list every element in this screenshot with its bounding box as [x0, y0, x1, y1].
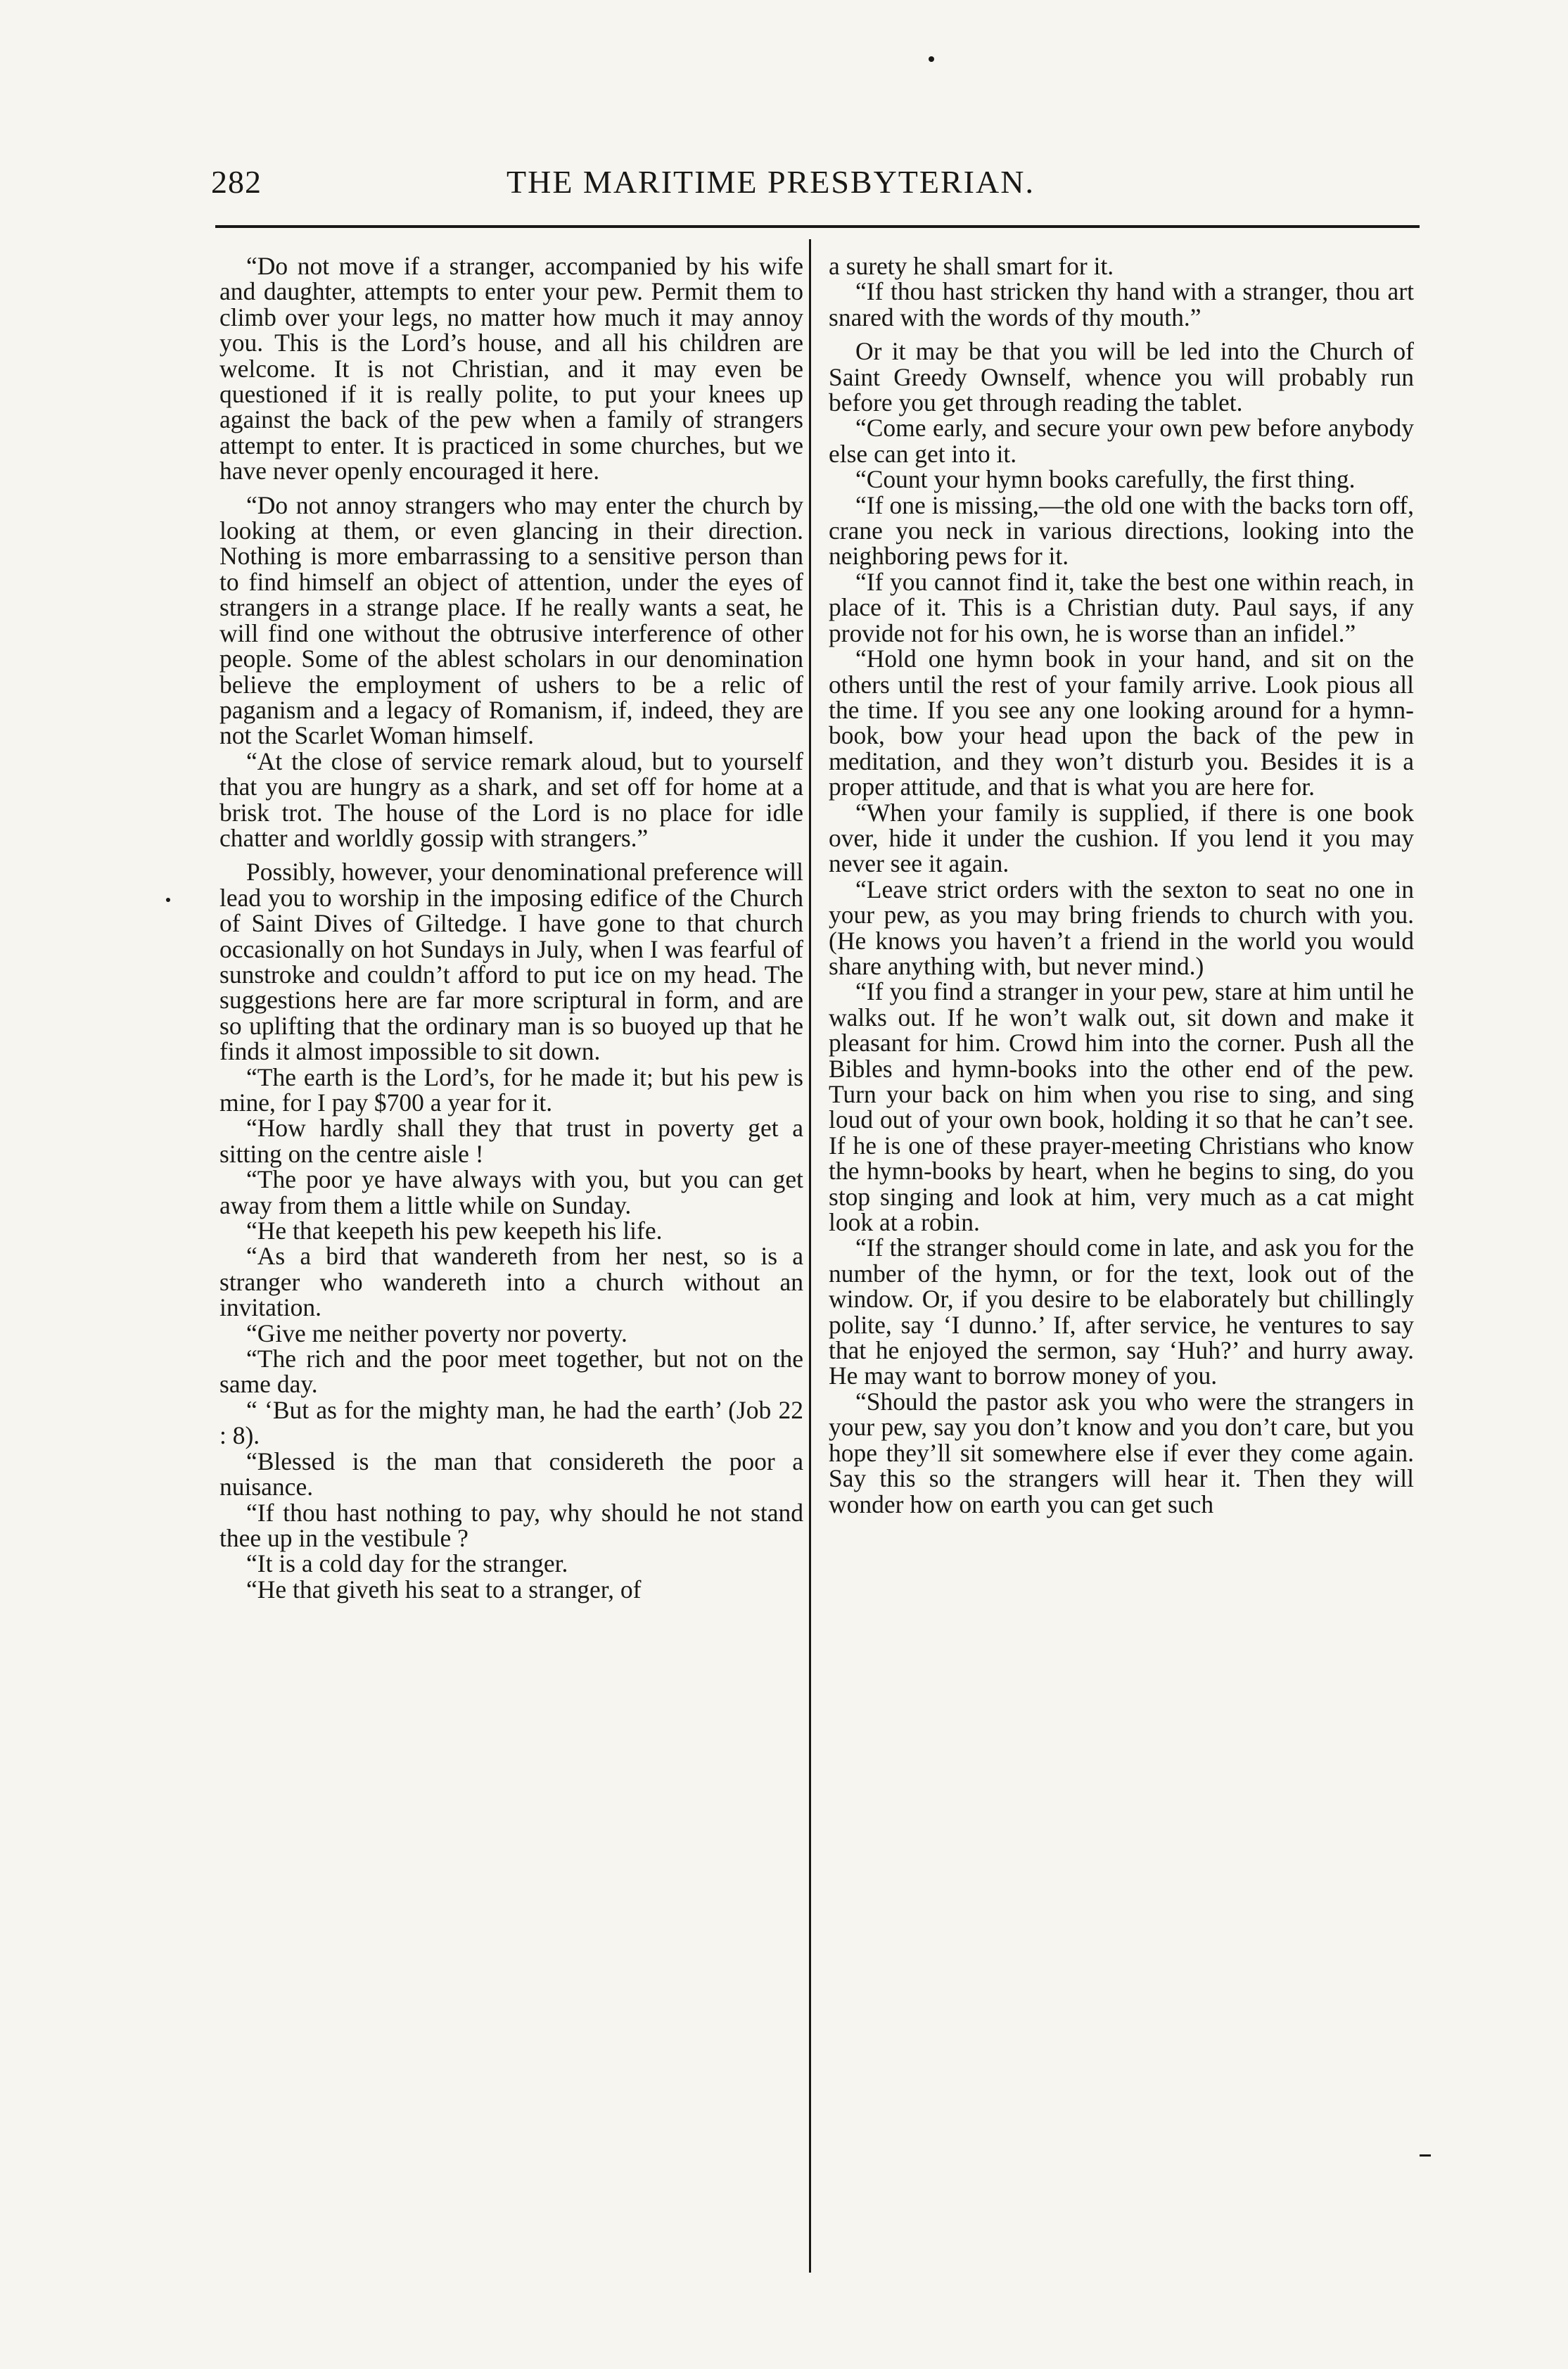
paragraph: “He that keepeth his pew keepeth his life. — [246, 1217, 663, 1245]
left-column — [219, 253, 803, 1602]
paragraph: “Count your hymn books carefully, the first thing. — [855, 465, 1356, 494]
paragraph: “If thou hast nothing to pay, why should he not stand thee up in the vestibule ? — [219, 1498, 803, 1552]
ink-mark — [1420, 2154, 1431, 2157]
paragraph: “ ‘But as for the mighty man, he had the earth’ (Job 22 : 8). — [219, 1395, 803, 1450]
paragraph: “If thou hast stricken thy hand with a stranger, thou art snared with the words of thy mouth.” — [829, 277, 1414, 331]
paragraph: “Blessed is the man that considereth the poor a nuisance. — [219, 1447, 803, 1501]
paragraph: “If you cannot find it, take the best one within reach, in place of it. This is a Christian duty. Paul says, if any provide not for his own, he is worse than an infidel.” — [829, 567, 1414, 647]
paragraph: “Come early, and secure your own pew before anybody else can get into it. — [829, 414, 1414, 468]
paragraph: “The rich and the poor meet together, but not on the same day. — [219, 1345, 803, 1399]
page-number: 282 — [211, 164, 262, 200]
paragraph: “It is a cold day for the stranger. — [246, 1549, 568, 1578]
paragraph: “Give me neither poverty nor poverty. — [246, 1319, 627, 1347]
paragraph: Possibly, however, your denominational preference will lead you to worship in the imposing edifice of the Church of Saint Dives of Giltedge. I have gone to that church occasionally on hot Sundays in July, when I was fearful of sunstroke and couldn’t afford to put ice on my head. The suggestions here are far more scriptural in form, and are so uplifting that the ordinary man is so buoyed up that he finds it almost impossible to sit down. — [219, 858, 803, 1066]
paragraph: “If one is missing,—the old one with the backs torn off, crane you neck in various directions, looking into the neighboring pews for it. — [829, 490, 1414, 571]
paragraph: “The earth is the Lord’s, for he made it; but his pew is mine, for I pay $700 a year for it. — [219, 1062, 803, 1117]
paragraph: “Do not move if a stranger, accompanied by his wife and daughter, attempts to enter your pew. Permit them to climb over your legs, no matter how much it may annoy you. This is the Lord’s house, and all his children are welcome. It is not Christian, and it may even be questioned if it is really polite, to put your knees up against the back of the pew when a family of strangers attempt to enter. It is practiced in some churches, but we have never openly encouraged it here. — [219, 252, 803, 485]
paragraph: “If the stranger should come in late, and ask you for the number of the hymn, or for the text, look out of the window. Or, if you desire to be elaborately but chillingly polite, say ‘I dunno.’ If, after service, he ventures to say that he enjoyed the sermon, say ‘Huh?’ and hurry away. He may want to borrow money of you. — [829, 1233, 1414, 1390]
paragraph: “He that giveth his seat to a stranger, of — [246, 1575, 642, 1603]
header-rule — [215, 225, 1420, 228]
right-column — [829, 253, 1414, 1517]
paragraph: “At the close of service remark aloud, but to yourself that you are hungry as a shark, and set off for home at a brisk trot. The house of the Lord is no place for idle chatter and worldly gossip with strangers.” — [219, 747, 803, 852]
ink-speck — [166, 898, 170, 902]
paragraph: “Leave strict orders with the sexton to seat no one in your pew, as you may bring friends to church with you. (He knows you haven’t a friend in the world you would share anything with, but never mind.) — [829, 875, 1414, 980]
paragraph: a surety he shall smart for it. — [829, 252, 1114, 280]
paragraph: “If you find a stranger in your pew, stare at him until he walks out. If he won’t walk out, sit down and make it pleasant for him. Crowd him into the corner. Push all the Bibles and hymn-books into the other end of the pew. Turn your back on him when you rise to sing, and sing loud out of your own book, holding it so that he can’t see. If he is one of these prayer-meeting Christians who know the hymn-books by heart, when he begins to sing, do you stop singing and look at him, very much as a cat might look at a robin. — [829, 977, 1414, 1237]
journal-title: THE MARITIME PRESBYTERIAN. — [506, 164, 1035, 200]
ink-speck — [929, 56, 934, 62]
paragraph: “Should the pastor ask you who were the strangers in your pew, say you don’t know and you don’t care, but you hope they’ll sit somewhere else if ever they come again. Say this so the strangers will hear it. Then they will wonder how on earth you can get such — [829, 1387, 1414, 1518]
paragraph: “As a bird that wandereth from her nest, so is a stranger who wandereth into a church without an invitation. — [219, 1242, 803, 1322]
paragraph: “The poor ye have always with you, but you can get away from them a little while on Sunday. — [219, 1165, 803, 1219]
paragraph: “Do not annoy strangers who may enter the church by looking at them, or even glancing in their direction. Nothing is more embarrassing to a sensitive person than to find himself an object of attention, under the eyes of strangers in a strange place. If he really wants a seat, he will find one without the obtrusive interference of other people. Some of the ablest scholars in our denomination believe the employment of ushers to be a relic of paganism and a legacy of Romanism, if, indeed, they are not the Scarlet Woman himself. — [219, 490, 803, 750]
paragraph: “How hardly shall they that trust in poverty get a sitting on the centre aisle ! — [219, 1114, 803, 1168]
paragraph: “When your family is supplied, if there is one book over, hide it under the cushion. If you lend it you may never see it again. — [829, 798, 1414, 878]
paragraph: “Hold one hymn book in your hand, and sit on the others until the rest of your family arrive. Look pious all the time. If you see any one looking around for a hymn-book, bow your head upon the back of the pew in meditation, and they won’t disturb you. Besides it is a proper attitude, and that is what you are here for. — [829, 644, 1414, 801]
page-header — [211, 156, 1421, 212]
column-divider — [809, 239, 811, 2273]
paragraph: Or it may be that you will be led into the Church of Saint Greedy Ownself, whence you will probably run before you get through reading the tablet. — [829, 337, 1414, 417]
